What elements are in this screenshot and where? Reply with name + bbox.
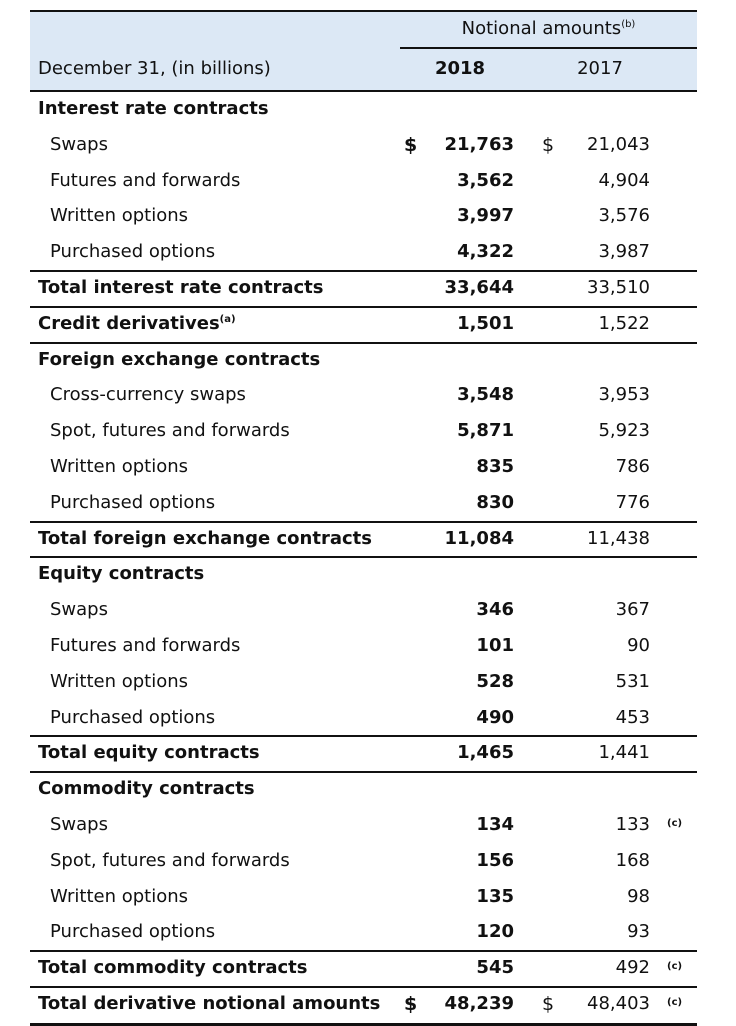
row-label: Written options [50, 205, 189, 227]
value-2017: 48,403 [587, 993, 650, 1014]
value-2017: 3,953 [598, 384, 650, 406]
value-2017: 21,043 [587, 133, 650, 155]
total-row [30, 987, 697, 1023]
table-row [30, 164, 697, 200]
footnote-marker: (a) [219, 313, 236, 325]
value-2018: 835 [476, 456, 514, 477]
footnote-note: (c) [667, 961, 683, 973]
table-row [30, 235, 697, 271]
value-2017: 168 [615, 849, 650, 871]
value-2018: 830 [476, 491, 514, 513]
row-label: Purchased options [50, 706, 216, 728]
footnote-note: (c) [667, 997, 683, 1008]
row-label: Written options [50, 670, 189, 692]
total-row [30, 951, 697, 987]
value-2017: 531 [615, 670, 650, 692]
table-row [30, 629, 697, 665]
row-label: Purchased options [50, 921, 216, 943]
row-label: Total interest rate contracts [38, 277, 324, 298]
value-2018: 156 [476, 849, 514, 871]
row-rule [30, 986, 697, 988]
value-2018: 346 [476, 599, 514, 621]
value-2017: 1,522 [598, 312, 650, 334]
value-2017: 367 [615, 599, 650, 621]
value-2017: 453 [615, 706, 650, 728]
total-row [30, 736, 697, 772]
footnote-note: (c) [667, 818, 683, 829]
value-2017: 98 [627, 885, 650, 907]
value-2018: 135 [476, 885, 514, 907]
total-row [30, 271, 697, 307]
currency-symbol-2017: $ [542, 133, 555, 156]
currency-symbol-2018: $ [404, 133, 418, 156]
row-rule [30, 735, 697, 737]
row-label: Futures and forwards [50, 635, 241, 656]
value-2018: 545 [476, 957, 514, 979]
row-label: Cross-currency swaps [50, 384, 246, 406]
row-rule [30, 521, 697, 523]
section-row [30, 557, 697, 593]
table-row [30, 593, 697, 629]
table-row [30, 844, 697, 880]
section-row [30, 772, 697, 808]
row-label: Spot, futures and forwards [50, 849, 290, 871]
row-label: Written options [50, 885, 189, 907]
row-label: Equity contracts [38, 563, 205, 585]
total-row [30, 307, 697, 343]
value-2017: 5,923 [598, 420, 650, 442]
row-label: Interest rate contracts [38, 98, 269, 119]
row-label: Swaps [50, 133, 108, 155]
table-row [30, 701, 697, 737]
row-label: Written options [50, 456, 189, 477]
value-2018: 1,465 [457, 742, 514, 764]
value-2017: 90 [627, 635, 650, 656]
value-2017: 33,510 [587, 277, 650, 298]
row-label: Total equity contracts [38, 742, 260, 764]
table-row [30, 450, 697, 486]
row-rule [30, 950, 697, 952]
row-label: Futures and forwards [50, 169, 241, 191]
row-label: Commodity contracts [38, 778, 255, 800]
value-2017: 3,987 [598, 241, 650, 263]
table-header [30, 12, 697, 92]
row-label: Swaps [50, 814, 108, 835]
row-label: Spot, futures and forwards [50, 420, 290, 442]
notional-underline [400, 47, 697, 49]
row-label: Credit derivatives$^{(a)}$ [38, 312, 236, 334]
value-2017: 93 [627, 921, 650, 943]
currency-symbol-2018: $ [404, 993, 418, 1015]
value-2017: 776 [615, 491, 650, 513]
table-row [30, 880, 697, 916]
row-label: Swaps [50, 599, 108, 621]
table-row [30, 486, 697, 522]
value-2018: 490 [476, 706, 514, 728]
table-row [30, 378, 697, 414]
row-rule [30, 306, 697, 308]
table-row [30, 915, 697, 951]
value-2017: 1,441 [598, 742, 650, 764]
table-row [30, 414, 697, 450]
row-rule [30, 270, 697, 272]
value-2017: 3,576 [598, 205, 650, 227]
bottom-rule [30, 1023, 697, 1026]
value-2017: 492 [615, 957, 650, 979]
row-label: Purchased options [50, 491, 216, 513]
value-2018: 11,084 [444, 527, 514, 549]
row-label: Purchased options [50, 241, 216, 263]
notional-amounts-heading: Notional amounts$^{(b)}$ [461, 18, 636, 39]
value-2017: 4,904 [598, 169, 650, 191]
value-2018: 528 [476, 670, 514, 692]
row-label: Foreign exchange contracts [38, 348, 321, 370]
value-2017: 133 [615, 814, 650, 835]
column-2018: 2018 [434, 58, 486, 79]
value-2017: 11,438 [587, 527, 650, 549]
row-label: Total foreign exchange contracts [38, 527, 372, 549]
table-row [30, 128, 697, 164]
row-label: Total derivative notional amounts [38, 993, 381, 1014]
value-2018: 134 [476, 814, 514, 835]
row-label: Total commodity contracts [38, 957, 308, 979]
section-row [30, 343, 697, 379]
section-row [30, 92, 697, 128]
value-2017: 786 [615, 456, 650, 477]
value-2018: 33,644 [444, 277, 514, 298]
table-row [30, 665, 697, 701]
value-2018: 21,763 [444, 133, 514, 155]
currency-symbol-2017: $ [542, 993, 555, 1015]
value-2018: 3,997 [457, 205, 514, 227]
value-2018: 48,239 [444, 993, 514, 1014]
value-2018: 5,871 [457, 420, 514, 442]
total-row [30, 522, 697, 558]
period-label: December 31, (in billions) [38, 58, 271, 79]
value-2018: 120 [476, 921, 514, 943]
table-row [30, 808, 697, 844]
value-2018: 4,322 [457, 241, 514, 263]
value-2018: 3,548 [457, 384, 514, 406]
value-2018: 3,562 [457, 169, 514, 191]
table-row [30, 199, 697, 235]
column-2017: 2017 [577, 58, 623, 79]
value-2018: 1,501 [457, 312, 514, 334]
value-2018: 101 [476, 635, 514, 656]
